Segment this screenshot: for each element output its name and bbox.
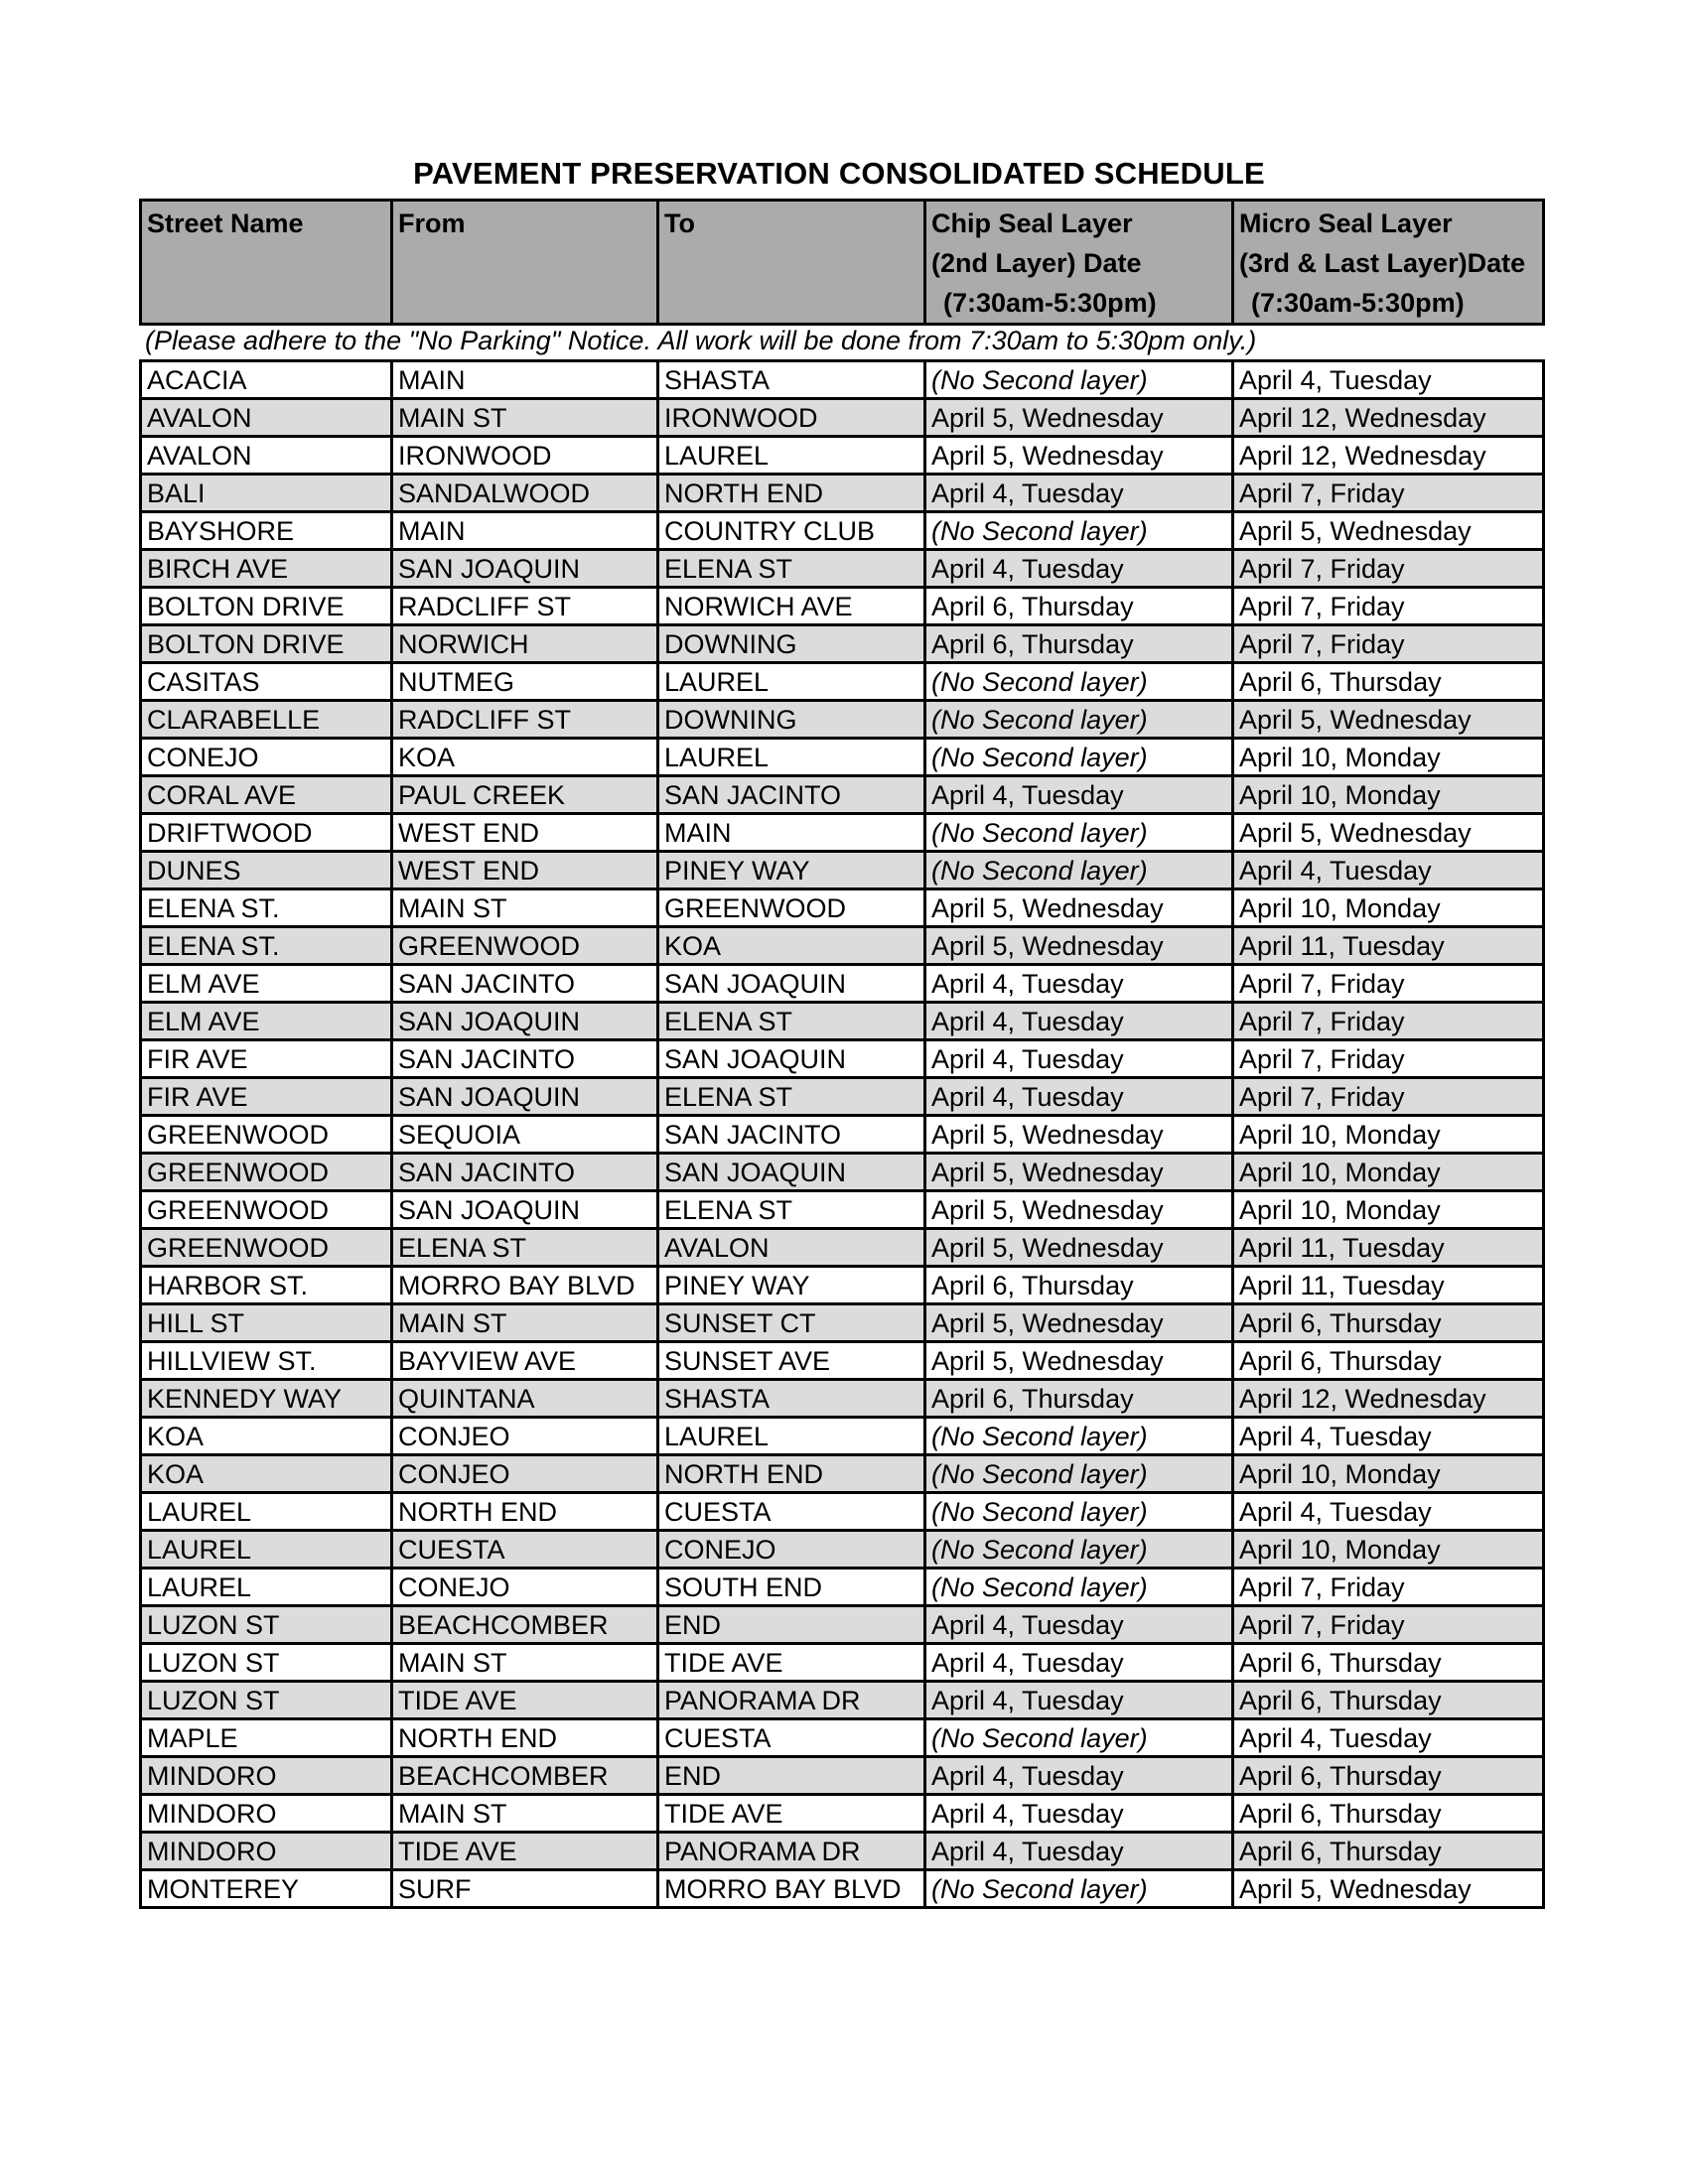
table-row [141,1870,1544,1908]
from-cell: SEQUOIA [392,1116,658,1154]
from-cell: MAIN ST [392,1795,658,1833]
street-name-cell: HILLVIEW ST. [141,1342,392,1380]
chip-seal-date-cell: April 5, Wednesday [925,437,1233,475]
to-cell: SAN JOAQUIN [658,1154,925,1191]
from-cell: ELENA ST [392,1229,658,1267]
table-row [141,701,1544,739]
to-cell: LAUREL [658,739,925,776]
chip-seal-date-cell: (No Second layer) [925,1455,1233,1493]
street-name-cell: DUNES [141,852,392,889]
chip-seal-date-cell: (No Second layer) [925,701,1233,739]
to-cell: KOA [658,927,925,965]
chip-seal-date-cell: April 5, Wednesday [925,399,1233,437]
to-cell: MAIN [658,814,925,852]
from-cell: SANDALWOOD [392,475,658,512]
header-chip-seal-date: Chip Seal Layer (2nd Layer) Date (7:30am-5:30pm) [925,201,1233,325]
chip-seal-date-cell: April 4, Tuesday [925,1606,1233,1644]
to-cell: COUNTRY CLUB [658,512,925,550]
from-cell: SAN JOAQUIN [392,1191,658,1229]
from-cell: BAYVIEW AVE [392,1342,658,1380]
chip-seal-date-cell: (No Second layer) [925,1719,1233,1757]
street-name-cell: LUZON ST [141,1682,392,1719]
chip-seal-date-cell: April 4, Tuesday [925,1682,1233,1719]
table-row [141,1719,1544,1757]
table-row [141,1304,1544,1342]
table-row [141,1154,1544,1191]
table-row [141,550,1544,588]
chip-seal-date-cell: April 5, Wednesday [925,1191,1233,1229]
chip-seal-date-cell: April 4, Tuesday [925,1833,1233,1870]
chip-seal-date-cell: (No Second layer) [925,361,1233,399]
header-to: To [658,201,925,325]
to-cell: ELENA ST [658,1191,925,1229]
to-cell: CONEJO [658,1531,925,1569]
chip-seal-date-cell: (No Second layer) [925,814,1233,852]
to-cell: SUNSET AVE [658,1342,925,1380]
micro-seal-date-cell: April 10, Monday [1233,889,1544,927]
to-cell: SAN JACINTO [658,776,925,814]
from-cell: SAN JACINTO [392,1154,658,1191]
table-row [141,1116,1544,1154]
street-name-cell: HILL ST [141,1304,392,1342]
street-name-cell: CLARABELLE [141,701,392,739]
micro-seal-date-cell: April 5, Wednesday [1233,1870,1544,1908]
street-name-cell: LAUREL [141,1569,392,1606]
micro-seal-date-cell: April 7, Friday [1233,588,1544,625]
chip-seal-date-cell: April 5, Wednesday [925,1304,1233,1342]
table-row [141,889,1544,927]
micro-seal-date-cell: April 4, Tuesday [1233,1493,1544,1531]
street-name-cell: KOA [141,1455,392,1493]
from-cell: SAN JOAQUIN [392,1003,658,1040]
street-name-cell: LUZON ST [141,1606,392,1644]
to-cell: CUESTA [658,1493,925,1531]
to-cell: LAUREL [658,1418,925,1455]
micro-seal-date-cell: April 7, Friday [1233,1040,1544,1078]
table-row [141,1455,1544,1493]
table-row [141,1267,1544,1304]
micro-seal-date-cell: April 12, Wednesday [1233,437,1544,475]
to-cell: TIDE AVE [658,1795,925,1833]
table-row [141,1229,1544,1267]
to-cell: END [658,1606,925,1644]
micro-seal-date-cell: April 11, Tuesday [1233,927,1544,965]
from-cell: MAIN ST [392,1644,658,1682]
chip-seal-date-cell: (No Second layer) [925,1418,1233,1455]
to-cell: ELENA ST [658,550,925,588]
to-cell: AVALON [658,1229,925,1267]
from-cell: BEACHCOMBER [392,1757,658,1795]
micro-seal-date-cell: April 10, Monday [1233,1116,1544,1154]
micro-seal-date-cell: April 6, Thursday [1233,663,1544,701]
table-row [141,739,1544,776]
from-cell: NORWICH [392,625,658,663]
from-cell: BEACHCOMBER [392,1606,658,1644]
micro-seal-date-cell: April 5, Wednesday [1233,512,1544,550]
table-row [141,776,1544,814]
to-cell: DOWNING [658,701,925,739]
from-cell: CUESTA [392,1531,658,1569]
micro-seal-date-cell: April 7, Friday [1233,965,1544,1003]
table-row [141,1493,1544,1531]
street-name-cell: LAUREL [141,1531,392,1569]
street-name-cell: CONEJO [141,739,392,776]
header-street-name: Street Name [141,201,392,325]
header-micro-seal-date: Micro Seal Layer (3rd & Last Layer)Date (7:30am-5:30pm) [1233,201,1544,325]
chip-seal-date-cell: April 6, Thursday [925,1267,1233,1304]
micro-seal-date-cell: April 10, Monday [1233,1455,1544,1493]
chip-seal-date-cell: April 4, Tuesday [925,965,1233,1003]
micro-seal-date-cell: April 6, Thursday [1233,1644,1544,1682]
micro-seal-date-cell: April 6, Thursday [1233,1795,1544,1833]
micro-seal-date-cell: April 7, Friday [1233,475,1544,512]
street-name-cell: ELM AVE [141,1003,392,1040]
table-row [141,663,1544,701]
street-name-cell: GREENWOOD [141,1154,392,1191]
micro-seal-date-cell: April 7, Friday [1233,1569,1544,1606]
table-row [141,399,1544,437]
from-cell: SAN JOAQUIN [392,1078,658,1116]
table-row [141,475,1544,512]
chip-seal-date-cell: (No Second layer) [925,1493,1233,1531]
chip-seal-date-cell: April 5, Wednesday [925,1342,1233,1380]
table-row [141,1078,1544,1116]
from-cell: QUINTANA [392,1380,658,1418]
street-name-cell: BIRCH AVE [141,550,392,588]
chip-seal-date-cell: April 4, Tuesday [925,1078,1233,1116]
table-row [141,1833,1544,1870]
from-cell: SAN JACINTO [392,965,658,1003]
from-cell: GREENWOOD [392,927,658,965]
from-cell: MAIN ST [392,1304,658,1342]
street-name-cell: MAPLE [141,1719,392,1757]
micro-seal-date-cell: April 10, Monday [1233,1531,1544,1569]
chip-seal-date-cell: April 6, Thursday [925,1380,1233,1418]
table-row [141,927,1544,965]
table-row [141,361,1544,399]
micro-seal-date-cell: April 11, Tuesday [1233,1267,1544,1304]
to-cell: ELENA ST [658,1003,925,1040]
from-cell: WEST END [392,852,658,889]
chip-seal-date-cell: April 5, Wednesday [925,889,1233,927]
table-row [141,1418,1544,1455]
micro-seal-date-cell: April 4, Tuesday [1233,852,1544,889]
table-row [141,437,1544,475]
chip-seal-date-cell: April 4, Tuesday [925,550,1233,588]
to-cell: LAUREL [658,663,925,701]
to-cell: PINEY WAY [658,1267,925,1304]
table-row [141,852,1544,889]
street-name-cell: KENNEDY WAY [141,1380,392,1418]
table-row [141,625,1544,663]
to-cell: CUESTA [658,1719,925,1757]
street-name-cell: KOA [141,1418,392,1455]
from-cell: NORTH END [392,1719,658,1757]
street-name-cell: BOLTON DRIVE [141,588,392,625]
micro-seal-date-cell: April 4, Tuesday [1233,1719,1544,1757]
from-cell: MAIN ST [392,889,658,927]
chip-seal-date-cell: April 4, Tuesday [925,1644,1233,1682]
from-cell: MAIN ST [392,399,658,437]
street-name-cell: FIR AVE [141,1040,392,1078]
table-row [141,1380,1544,1418]
to-cell: SUNSET CT [658,1304,925,1342]
street-name-cell: ELENA ST. [141,927,392,965]
from-cell: CONJEO [392,1455,658,1493]
table-row [141,1606,1544,1644]
street-name-cell: FIR AVE [141,1078,392,1116]
to-cell: LAUREL [658,437,925,475]
table-row [141,1191,1544,1229]
micro-seal-date-cell: April 4, Tuesday [1233,1418,1544,1455]
from-cell: SAN JACINTO [392,1040,658,1078]
header-from: From [392,201,658,325]
to-cell: PANORAMA DR [658,1833,925,1870]
from-cell: RADCLIFF ST [392,701,658,739]
street-name-cell: BALI [141,475,392,512]
micro-seal-date-cell: April 7, Friday [1233,550,1544,588]
micro-seal-date-cell: April 6, Thursday [1233,1304,1544,1342]
table-row [141,1342,1544,1380]
table-row [141,965,1544,1003]
to-cell: IRONWOOD [658,399,925,437]
chip-seal-date-cell: April 4, Tuesday [925,1795,1233,1833]
to-cell: ELENA ST [658,1078,925,1116]
to-cell: NORWICH AVE [658,588,925,625]
from-cell: CONJEO [392,1418,658,1455]
street-name-cell: BAYSHORE [141,512,392,550]
micro-seal-date-cell: April 7, Friday [1233,1606,1544,1644]
chip-seal-date-cell: April 4, Tuesday [925,1040,1233,1078]
chip-seal-date-cell: (No Second layer) [925,852,1233,889]
street-name-cell: AVALON [141,437,392,475]
micro-seal-date-cell: April 10, Monday [1233,739,1544,776]
chip-seal-date-cell: April 5, Wednesday [925,927,1233,965]
chip-seal-date-cell: (No Second layer) [925,1569,1233,1606]
schedule-table [139,359,1545,1909]
micro-seal-date-cell: April 7, Friday [1233,1078,1544,1116]
micro-seal-date-cell: April 7, Friday [1233,625,1544,663]
table-row [141,814,1544,852]
from-cell: MAIN [392,512,658,550]
micro-seal-date-cell: April 10, Monday [1233,1191,1544,1229]
to-cell: TIDE AVE [658,1644,925,1682]
street-name-cell: MINDORO [141,1757,392,1795]
to-cell: DOWNING [658,625,925,663]
parking-notice: (Please adhere to the "No Parking" Notice. All work will be done from 7:30am to 5:30pm only.) [145,326,1257,355]
from-cell: WEST END [392,814,658,852]
to-cell: PANORAMA DR [658,1682,925,1719]
street-name-cell: DRIFTWOOD [141,814,392,852]
street-name-cell: GREENWOOD [141,1116,392,1154]
to-cell: NORTH END [658,1455,925,1493]
table-row [141,1644,1544,1682]
page-title: PAVEMENT PRESERVATION CONSOLIDATED SCHEDULE [413,156,1265,191]
street-name-cell: CASITAS [141,663,392,701]
micro-seal-date-cell: April 7, Friday [1233,1003,1544,1040]
micro-seal-date-cell: April 12, Wednesday [1233,399,1544,437]
chip-seal-date-cell: April 6, Thursday [925,588,1233,625]
street-name-cell: HARBOR ST. [141,1267,392,1304]
street-name-cell: MINDORO [141,1795,392,1833]
micro-seal-date-cell: April 5, Wednesday [1233,814,1544,852]
from-cell: KOA [392,739,658,776]
micro-seal-date-cell: April 6, Thursday [1233,1342,1544,1380]
chip-seal-date-cell: April 4, Tuesday [925,475,1233,512]
from-cell: MAIN [392,361,658,399]
table-row [141,1757,1544,1795]
from-cell: SURF [392,1870,658,1908]
street-name-cell: ELM AVE [141,965,392,1003]
table-row [141,1003,1544,1040]
to-cell: SAN JOAQUIN [658,1040,925,1078]
chip-seal-date-cell: April 5, Wednesday [925,1116,1233,1154]
micro-seal-date-cell: April 10, Monday [1233,1154,1544,1191]
table-row [141,1531,1544,1569]
street-name-cell: LUZON ST [141,1644,392,1682]
street-name-cell: ELENA ST. [141,889,392,927]
micro-seal-date-cell: April 6, Thursday [1233,1757,1544,1795]
from-cell: PAUL CREEK [392,776,658,814]
chip-seal-date-cell: (No Second layer) [925,663,1233,701]
street-name-cell: MONTEREY [141,1870,392,1908]
micro-seal-date-cell: April 6, Thursday [1233,1682,1544,1719]
to-cell: SOUTH END [658,1569,925,1606]
street-name-cell: ACACIA [141,361,392,399]
street-name-cell: LAUREL [141,1493,392,1531]
from-cell: CONEJO [392,1569,658,1606]
to-cell: PINEY WAY [658,852,925,889]
table-row [141,1682,1544,1719]
table-row [141,1569,1544,1606]
street-name-cell: GREENWOOD [141,1191,392,1229]
to-cell: SHASTA [658,361,925,399]
chip-seal-date-cell: (No Second layer) [925,1531,1233,1569]
chip-seal-date-cell: April 6, Thursday [925,625,1233,663]
chip-seal-date-cell: April 5, Wednesday [925,1229,1233,1267]
to-cell: NORTH END [658,475,925,512]
chip-seal-date-cell: April 5, Wednesday [925,1154,1233,1191]
from-cell: TIDE AVE [392,1833,658,1870]
from-cell: RADCLIFF ST [392,588,658,625]
from-cell: TIDE AVE [392,1682,658,1719]
micro-seal-date-cell: April 11, Tuesday [1233,1229,1544,1267]
street-name-cell: MINDORO [141,1833,392,1870]
street-name-cell: GREENWOOD [141,1229,392,1267]
chip-seal-date-cell: (No Second layer) [925,1870,1233,1908]
table-row [141,512,1544,550]
from-cell: IRONWOOD [392,437,658,475]
chip-seal-date-cell: (No Second layer) [925,512,1233,550]
to-cell: GREENWOOD [658,889,925,927]
micro-seal-date-cell: April 10, Monday [1233,776,1544,814]
chip-seal-date-cell: (No Second layer) [925,739,1233,776]
from-cell: NORTH END [392,1493,658,1531]
chip-seal-date-cell: April 4, Tuesday [925,1003,1233,1040]
street-name-cell: AVALON [141,399,392,437]
table-row [141,1040,1544,1078]
to-cell: MORRO BAY BLVD [658,1870,925,1908]
micro-seal-date-cell: April 4, Tuesday [1233,361,1544,399]
from-cell: MORRO BAY BLVD [392,1267,658,1304]
table-row [141,1795,1544,1833]
to-cell: SHASTA [658,1380,925,1418]
to-cell: SAN JOAQUIN [658,965,925,1003]
table-row [141,588,1544,625]
street-name-cell: BOLTON DRIVE [141,625,392,663]
from-cell: SAN JOAQUIN [392,550,658,588]
micro-seal-date-cell: April 12, Wednesday [1233,1380,1544,1418]
chip-seal-date-cell: April 4, Tuesday [925,1757,1233,1795]
to-cell: SAN JACINTO [658,1116,925,1154]
schedule-header [139,199,1545,326]
micro-seal-date-cell: April 5, Wednesday [1233,701,1544,739]
from-cell: NUTMEG [392,663,658,701]
micro-seal-date-cell: April 6, Thursday [1233,1833,1544,1870]
chip-seal-date-cell: April 4, Tuesday [925,776,1233,814]
street-name-cell: CORAL AVE [141,776,392,814]
to-cell: END [658,1757,925,1795]
